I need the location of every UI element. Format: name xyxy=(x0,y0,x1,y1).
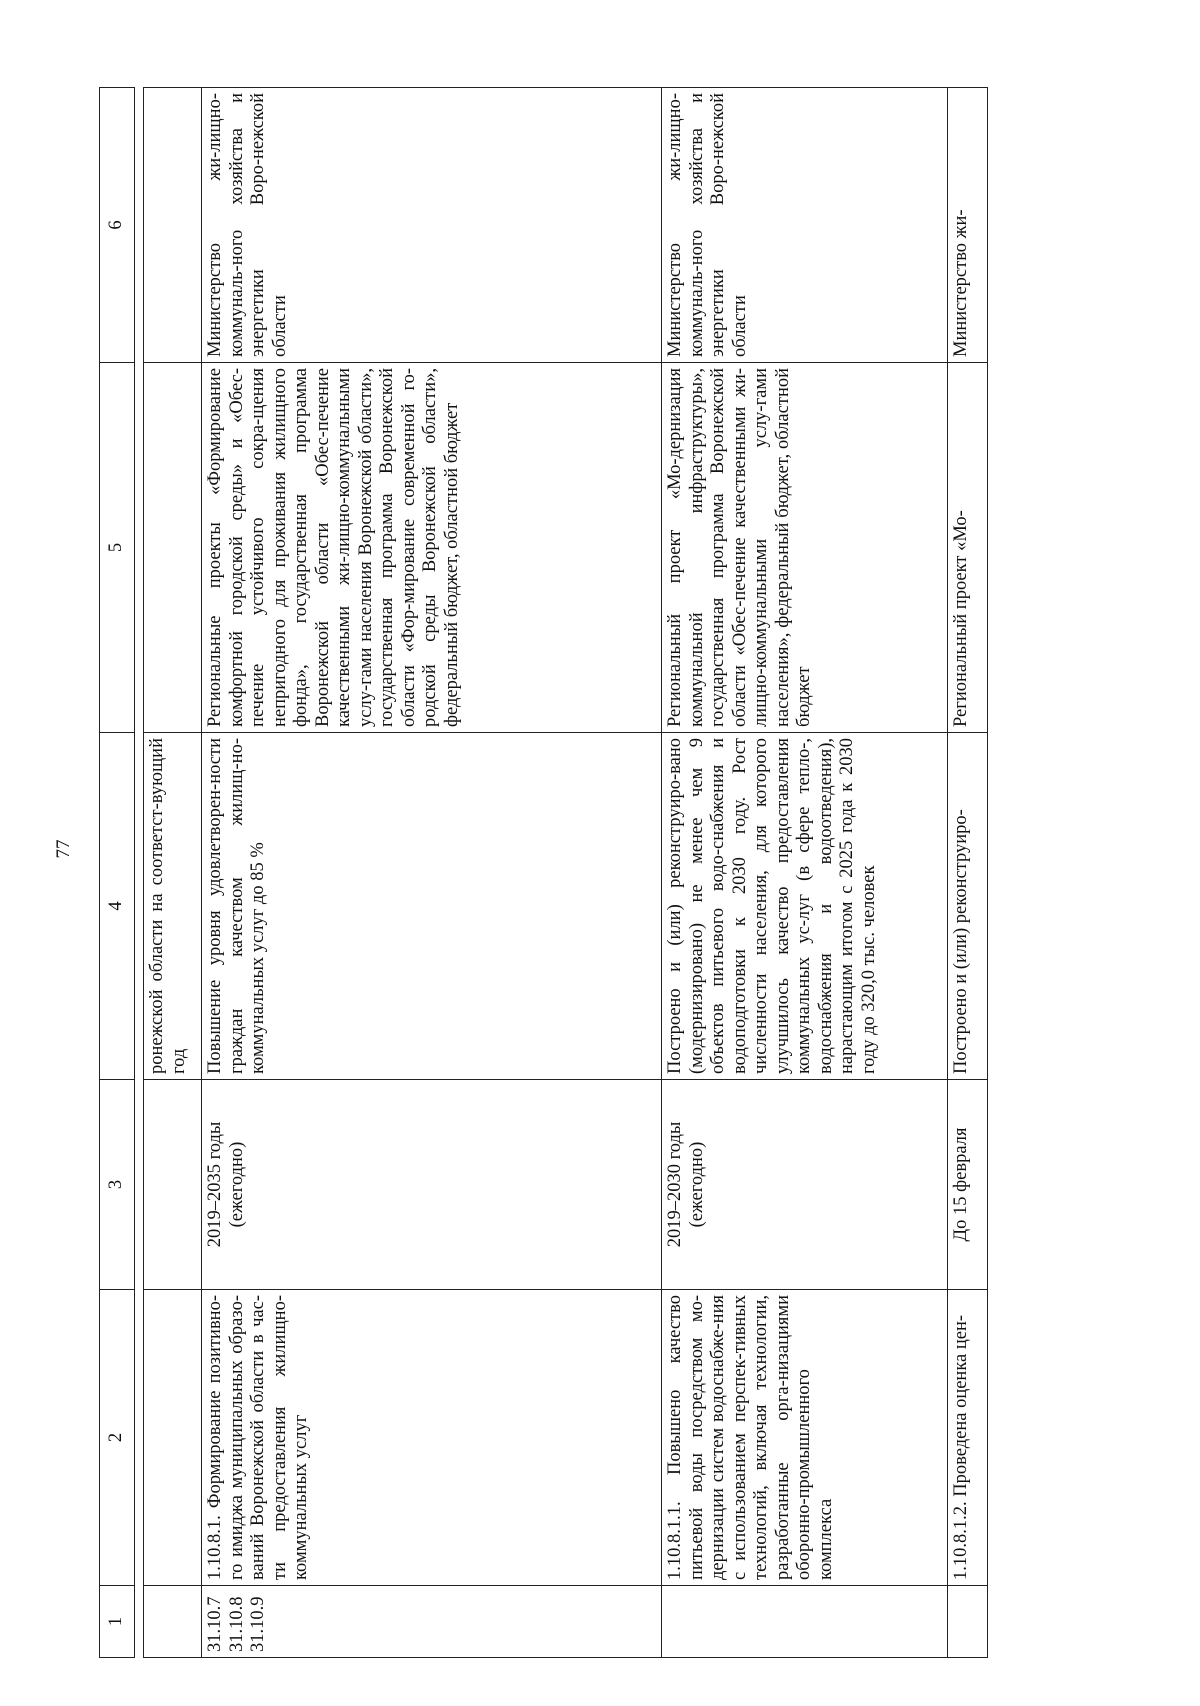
header-col-4: 4 xyxy=(100,733,135,1080)
header-row xyxy=(100,88,135,1658)
cell-activity: 1.10.8.1.1. Повышено качество питьевой воды посредством мо-дернизации систем водоснабже-ния с использованием перспек-тивных технологий, включая технологии, разработанные орга-низациями оборонно-промышленного комплекса xyxy=(662,1290,948,1586)
gap-spacer xyxy=(135,88,144,1658)
header-col-3: 3 xyxy=(100,1080,135,1290)
cell-term: До 15 февраля xyxy=(948,1080,988,1290)
table-row xyxy=(948,88,988,1658)
cell-executor xyxy=(144,88,202,363)
header-col-6: 6 xyxy=(100,88,135,363)
cell-term xyxy=(144,1080,202,1290)
cell-result: Построено и (или) реконструиро- xyxy=(948,733,988,1080)
document-table-area xyxy=(99,88,1123,1658)
cell-source: Региональный проект «Мо- xyxy=(948,363,988,733)
cell-source: Региональные проекты «Формирование комфортной городской среды» и «Обес-печение устойчивого сокра-щения непригодного для проживания жилищного фонда», государственная программа Воронежской области «Обес-печение качественными жи-лищно-коммунальными услу-гами населения Воронежской области», государственная программа Воронежской области «Фор-мирование современной го-родской среды Воронежской области», федеральный бюджет, областной бюджет xyxy=(202,363,662,733)
rotated-table-container xyxy=(99,88,1123,1658)
cell-activity: 1.10.8.1.2. Проведена оценка цен- xyxy=(948,1290,988,1586)
cell-term: 2019–2035 годы (ежегодно) xyxy=(202,1080,662,1290)
header-col-1: 1 xyxy=(100,1586,135,1658)
cell-term: 2019–2030 годы (ежегодно) xyxy=(662,1080,948,1290)
cell-result: Повышение уровня удовлетворен-ности граждан качеством жилищ-но-коммунальных услуг до 85 % xyxy=(202,733,662,1080)
cell-code xyxy=(948,1586,988,1658)
cell-result: ронежской области на соответст-вующий год xyxy=(144,733,202,1080)
cell-code: 31.10.7 31.10.8 31.10.9 xyxy=(202,1586,662,1658)
table-row xyxy=(662,88,948,1658)
cell-executor: Министерство жи-лищно-коммуналь-ного хозяйства и энергетики Воро-нежской области xyxy=(202,88,662,363)
gap-row xyxy=(135,88,144,1658)
cell-executor: Министерство жи- xyxy=(948,88,988,363)
cell-source: Региональный проект «Мо-дернизация коммунальной инфраструктуры», государственная программа Воронежской области «Обес-печение качественными жи-лищно-коммунальными услу-гами населения», федеральный бюджет, областной бюджет xyxy=(662,363,948,733)
table-row xyxy=(202,88,662,1658)
plan-table xyxy=(99,87,988,1658)
header-col-2: 2 xyxy=(100,1290,135,1586)
cell-source xyxy=(144,363,202,733)
cell-code xyxy=(144,1586,202,1658)
cell-code xyxy=(662,1586,948,1658)
page-number: 77 xyxy=(53,839,74,859)
cell-activity xyxy=(144,1290,202,1586)
cell-activity: 1.10.8.1. Формирование позитивно-го имиджа муниципальных образо-ваний Воронежской области в час-ти предоставления жилищно-коммунальных услуг xyxy=(202,1290,662,1586)
cell-result: Построено и (или) реконструиро-вано (модернизировано) не менее чем 9 объектов питьевого водо-снабжения и водоподготовки к 2030 году. Рост численности населения, для которого улучшилось качество предоставления коммунальных ус-луг (в сфере тепло-, водоснабжения и водоотведения), нарастающим итогом с 2025 года к 2030 году до 320,0 тыс. человек xyxy=(662,733,948,1080)
cell-executor: Министерство жи-лищно-коммуналь-ного хозяйства и энергетики Воро-нежской области xyxy=(662,88,948,363)
table-row xyxy=(144,88,202,1658)
header-col-5: 5 xyxy=(100,363,135,733)
